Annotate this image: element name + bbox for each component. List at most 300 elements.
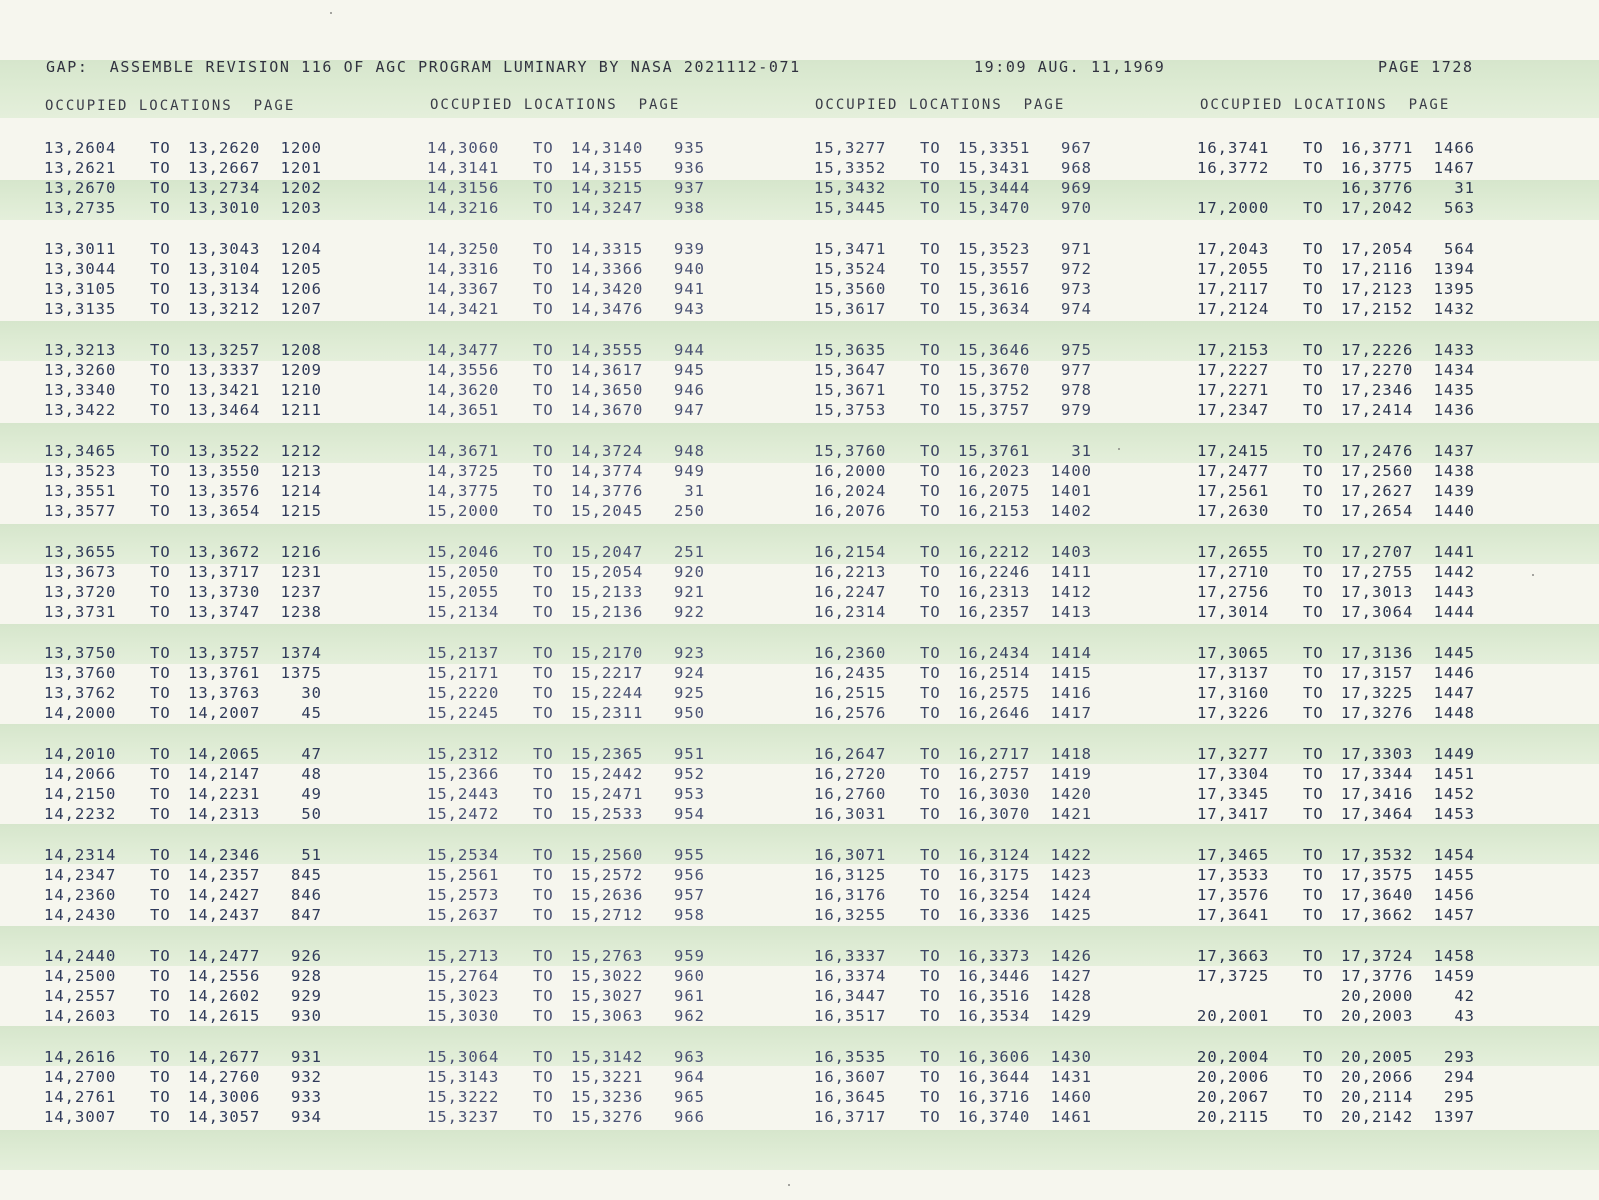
location-row [44,381,424,401]
start-address: 14,3156 [427,179,500,198]
start-address: 17,2000 [1197,199,1270,218]
location-row [814,482,1194,502]
page-ref: 1415 [1050,664,1092,683]
start-address: 15,2046 [427,543,500,561]
page-ref: 1416 [1050,684,1092,703]
end-address: 14,2427 [188,886,261,905]
page-ref: 971 [1061,240,1092,258]
page-ref: 43 [1454,1007,1475,1026]
location-row [427,563,807,583]
to-label: TO [1303,866,1324,885]
to-label: TO [533,846,554,864]
start-address: 13,3760 [44,664,117,683]
location-row [814,644,1194,664]
page-ref: 973 [1061,280,1092,299]
end-address: 16,3534 [958,1007,1031,1026]
end-address: 15,3142 [571,1048,644,1066]
start-address: 17,3345 [1197,785,1270,804]
location-row [1197,482,1577,502]
end-address: 17,3344 [1341,765,1414,784]
location-row [814,341,1194,361]
page-ref: 964 [674,1068,705,1087]
location-row [814,563,1194,583]
to-label: TO [533,300,554,319]
page-ref: 1439 [1433,482,1475,501]
location-row [814,502,1194,522]
page-ref: 1397 [1433,1108,1475,1127]
start-address: 14,2066 [44,765,117,784]
end-address: 14,3006 [188,1088,261,1107]
to-label: TO [150,1048,171,1066]
page-ref: 1375 [280,664,322,683]
to-label: TO [150,341,171,359]
location-row [44,543,424,563]
page-ref: 1433 [1433,341,1475,359]
end-address: 15,2560 [571,846,644,864]
end-address: 15,3752 [958,381,1031,400]
to-label: TO [920,401,941,420]
column-header-4: OCCUPIED LOCATIONS PAGE [1200,97,1451,113]
to-label: TO [150,482,171,501]
page-ref: 1432 [1433,300,1475,319]
page-ref: 1237 [280,583,322,602]
to-label: TO [920,664,941,683]
page-ref: 1428 [1050,987,1092,1006]
end-address: 16,3716 [958,1088,1031,1107]
location-row [427,644,807,664]
page-ref: 1401 [1050,482,1092,501]
start-address: 16,2360 [814,644,887,662]
location-row [1197,805,1577,825]
location-row [44,1108,424,1128]
start-address: 17,2630 [1197,502,1270,521]
location-row [814,886,1194,906]
start-address: 16,2720 [814,765,887,784]
page-ref: 1435 [1433,381,1475,400]
end-address: 14,3215 [571,179,644,198]
end-address: 15,2244 [571,684,644,703]
end-address: 13,3763 [188,684,261,703]
start-address: 13,2604 [44,139,117,157]
location-row [1197,583,1577,603]
end-address: 15,3022 [571,967,644,986]
start-address: 17,2477 [1197,462,1270,481]
page-ref: 957 [674,886,705,905]
location-row [814,1048,1194,1068]
location-row [44,583,424,603]
location-row [44,260,424,280]
location-row [427,603,807,623]
end-address: 15,2054 [571,563,644,582]
start-address: 13,3422 [44,401,117,420]
start-address: 15,2472 [427,805,500,824]
to-label: TO [150,967,171,986]
to-label: TO [150,664,171,683]
to-label: TO [533,785,554,804]
location-row [44,664,424,684]
start-address: 15,2637 [427,906,500,925]
page-ref: 1202 [280,179,322,198]
to-label: TO [533,1007,554,1026]
page-ref: 947 [674,401,705,420]
page-ref: 50 [301,805,322,824]
end-address: 17,2152 [1341,300,1414,319]
location-row [1197,967,1577,987]
end-address: 17,2707 [1341,543,1414,561]
start-address: 14,2360 [44,886,117,905]
location-row [44,240,424,260]
location-row [814,987,1194,1007]
end-address: 15,2636 [571,886,644,905]
page-ref: 1212 [280,442,322,460]
location-row [1197,987,1577,1007]
end-address: 14,3315 [571,240,644,258]
end-address: 16,3516 [958,987,1031,1006]
start-address: 17,2347 [1197,401,1270,420]
start-address: 14,3620 [427,381,500,400]
to-label: TO [920,139,941,157]
start-address: 14,3775 [427,482,500,501]
to-label: TO [533,583,554,602]
page-ref: 1452 [1433,785,1475,804]
to-label: TO [1303,906,1324,925]
location-row [427,704,807,724]
end-address: 14,2007 [188,704,261,723]
start-address: 16,2076 [814,502,887,521]
start-address: 15,2312 [427,745,500,763]
end-address: 14,2677 [188,1048,261,1066]
page-ref: 1403 [1050,543,1092,561]
page-ref: 1412 [1050,583,1092,602]
location-row [1197,846,1577,866]
end-address: 15,3431 [958,159,1031,178]
location-row [44,300,424,320]
location-row [814,704,1194,724]
to-label: TO [150,583,171,602]
page-ref: 1441 [1433,543,1475,561]
location-row [44,765,424,785]
location-row [44,563,424,583]
end-address: 14,2477 [188,947,261,965]
location-row [814,805,1194,825]
to-label: TO [920,159,941,178]
end-address: 15,3757 [958,401,1031,420]
page-ref: 49 [301,785,322,804]
location-row [427,785,807,805]
end-address: 15,2136 [571,603,644,622]
start-address: 16,2647 [814,745,887,763]
page-ref: 1210 [280,381,322,400]
page-ref: 948 [674,442,705,460]
location-row [427,401,807,421]
location-row [44,280,424,300]
page-ref: 941 [674,280,705,299]
start-address: 16,2576 [814,704,887,723]
start-address: 13,3731 [44,603,117,622]
start-address: 15,3432 [814,179,887,198]
page-ref: 975 [1061,341,1092,359]
location-row [44,704,424,724]
end-address: 17,2346 [1341,381,1414,400]
to-label: TO [533,906,554,925]
end-address: 15,2572 [571,866,644,885]
start-address: 16,3645 [814,1088,887,1107]
start-address: 16,2515 [814,684,887,703]
end-address: 17,3136 [1341,644,1414,662]
location-row [814,745,1194,765]
end-address: 17,2627 [1341,482,1414,501]
start-address: 17,3576 [1197,886,1270,905]
location-row [1197,1007,1577,1027]
page-ref: 1213 [280,462,322,481]
location-row [44,199,424,219]
to-label: TO [150,785,171,804]
to-label: TO [920,381,941,400]
end-address: 16,2757 [958,765,1031,784]
page-ref: 1231 [280,563,322,582]
column-header-1: OCCUPIED LOCATIONS PAGE [45,98,296,114]
location-row [1197,199,1577,219]
location-row [44,644,424,664]
to-label: TO [1303,644,1324,662]
start-address: 17,3014 [1197,603,1270,622]
end-address: 16,2023 [958,462,1031,481]
start-address: 15,2137 [427,644,500,662]
start-address: 13,3655 [44,543,117,561]
end-address: 13,3104 [188,260,261,279]
start-address: 15,3753 [814,401,887,420]
end-address: 13,3257 [188,341,261,359]
end-address: 16,2075 [958,482,1031,501]
start-address: 17,2271 [1197,381,1270,400]
location-row [1197,785,1577,805]
page-ref: 1204 [280,240,322,258]
page-ref: 949 [674,462,705,481]
end-address: 14,3650 [571,381,644,400]
page-ref: 1434 [1433,361,1475,380]
page-ref: 1394 [1433,260,1475,279]
to-label: TO [1303,462,1324,481]
to-label: TO [150,179,171,198]
location-row [44,1088,424,1108]
to-label: TO [920,1068,941,1087]
to-label: TO [920,684,941,703]
page-ref: 958 [674,906,705,925]
page-ref: 978 [1061,381,1092,400]
page-ref: 1214 [280,482,322,501]
start-address: 15,2443 [427,785,500,804]
to-label: TO [150,866,171,885]
start-address: 13,2670 [44,179,117,198]
paper-speck [788,1184,790,1186]
location-row [814,240,1194,260]
end-address: 14,3617 [571,361,644,380]
start-address: 14,2347 [44,866,117,885]
start-address: 17,2227 [1197,361,1270,380]
end-address: 14,3476 [571,300,644,319]
location-row [427,1007,807,1027]
start-address: 15,2171 [427,664,500,683]
end-address: 15,2217 [571,664,644,683]
to-label: TO [1303,139,1324,157]
end-address: 17,2560 [1341,462,1414,481]
end-address: 15,3063 [571,1007,644,1026]
end-address: 14,3724 [571,442,644,460]
location-row [44,1068,424,1088]
to-label: TO [533,240,554,258]
start-address: 15,3524 [814,260,887,279]
location-row [1197,381,1577,401]
start-address: 14,3477 [427,341,500,359]
page-ref: 1425 [1050,906,1092,925]
to-label: TO [533,886,554,905]
to-label: TO [150,462,171,481]
page-ref: 47 [301,745,322,763]
location-row [427,664,807,684]
start-address: 15,3277 [814,139,887,157]
start-address: 16,3125 [814,866,887,885]
to-label: TO [1303,159,1324,178]
start-address: 15,3760 [814,442,887,460]
to-label: TO [1303,947,1324,965]
location-row [1197,947,1577,967]
to-label: TO [920,704,941,723]
start-address: 13,3551 [44,482,117,501]
location-row [814,583,1194,603]
location-row [427,684,807,704]
page-ref: 1422 [1050,846,1092,864]
page-ref: 953 [674,785,705,804]
to-label: TO [1303,785,1324,804]
end-address: 17,2116 [1341,260,1414,279]
page-ref: 1457 [1433,906,1475,925]
to-label: TO [1303,1088,1324,1107]
start-address: 17,3065 [1197,644,1270,662]
page-ref: 1444 [1433,603,1475,622]
end-address: 16,3775 [1341,159,1414,178]
to-label: TO [920,442,941,460]
end-address: 13,3522 [188,442,261,460]
to-label: TO [150,502,171,521]
location-row [427,179,807,199]
to-label: TO [150,1108,171,1127]
to-label: TO [150,805,171,824]
location-row [814,300,1194,320]
location-row [1197,179,1577,199]
location-row [814,765,1194,785]
location-row [814,199,1194,219]
end-address: 16,3254 [958,886,1031,905]
to-label: TO [1303,745,1324,763]
to-label: TO [533,1068,554,1087]
page-ref: 1420 [1050,785,1092,804]
end-address: 15,3523 [958,240,1031,258]
location-row [814,139,1194,159]
location-row [814,906,1194,926]
location-row [1197,442,1577,462]
page-ref: 1395 [1433,280,1475,299]
page-ref: 1417 [1050,704,1092,723]
page-ref: 1203 [280,199,322,218]
page-ref: 1206 [280,280,322,299]
location-row [1197,765,1577,785]
page-ref: 928 [291,967,322,986]
start-address: 17,3725 [1197,967,1270,986]
to-label: TO [533,442,554,460]
page-ref: 1438 [1433,462,1475,481]
to-label: TO [1303,664,1324,683]
start-address: 17,3226 [1197,704,1270,723]
start-address: 15,3237 [427,1108,500,1127]
start-address: 14,3671 [427,442,500,460]
page-ref: 935 [674,139,705,157]
end-address: 13,3747 [188,603,261,622]
end-address: 15,2533 [571,805,644,824]
end-address: 15,2471 [571,785,644,804]
location-row [44,361,424,381]
end-address: 16,3771 [1341,139,1414,157]
end-address: 13,3421 [188,381,261,400]
start-address: 13,3011 [44,240,117,258]
start-address: 17,2043 [1197,240,1270,258]
start-address: 17,3533 [1197,866,1270,885]
location-row [427,1108,807,1128]
to-label: TO [533,381,554,400]
to-label: TO [533,543,554,561]
page-ref: 1216 [280,543,322,561]
to-label: TO [920,179,941,198]
page-number: PAGE 1728 [1378,58,1474,76]
to-label: TO [150,280,171,299]
to-label: TO [150,906,171,925]
end-address: 15,3236 [571,1088,644,1107]
page-ref: 1456 [1433,886,1475,905]
start-address: 17,2415 [1197,442,1270,460]
end-address: 17,3303 [1341,745,1414,763]
page-ref: 1436 [1433,401,1475,420]
to-label: TO [150,704,171,723]
end-address: 20,2066 [1341,1068,1414,1087]
page-ref: 1466 [1433,139,1475,157]
to-label: TO [533,1108,554,1127]
end-address: 15,2442 [571,765,644,784]
to-label: TO [150,159,171,178]
page-ref: 294 [1444,1068,1475,1087]
start-address: 13,3523 [44,462,117,481]
to-label: TO [533,179,554,198]
page-ref: 1442 [1433,563,1475,582]
location-row [814,159,1194,179]
location-row [427,502,807,522]
start-address: 15,3445 [814,199,887,218]
to-label: TO [920,765,941,784]
to-label: TO [150,401,171,420]
start-address: 16,3255 [814,906,887,925]
page-ref: 1427 [1050,967,1092,986]
page-ref: 30 [301,684,322,703]
page-ref: 1453 [1433,805,1475,824]
to-label: TO [1303,280,1324,299]
end-address: 17,2654 [1341,502,1414,521]
to-label: TO [1303,300,1324,319]
start-address: 14,2440 [44,947,117,965]
to-label: TO [920,886,941,905]
start-address: 14,2557 [44,987,117,1006]
to-label: TO [1303,603,1324,622]
end-address: 16,2434 [958,644,1031,662]
page-ref: 1430 [1050,1048,1092,1066]
page-ref: 951 [674,745,705,763]
